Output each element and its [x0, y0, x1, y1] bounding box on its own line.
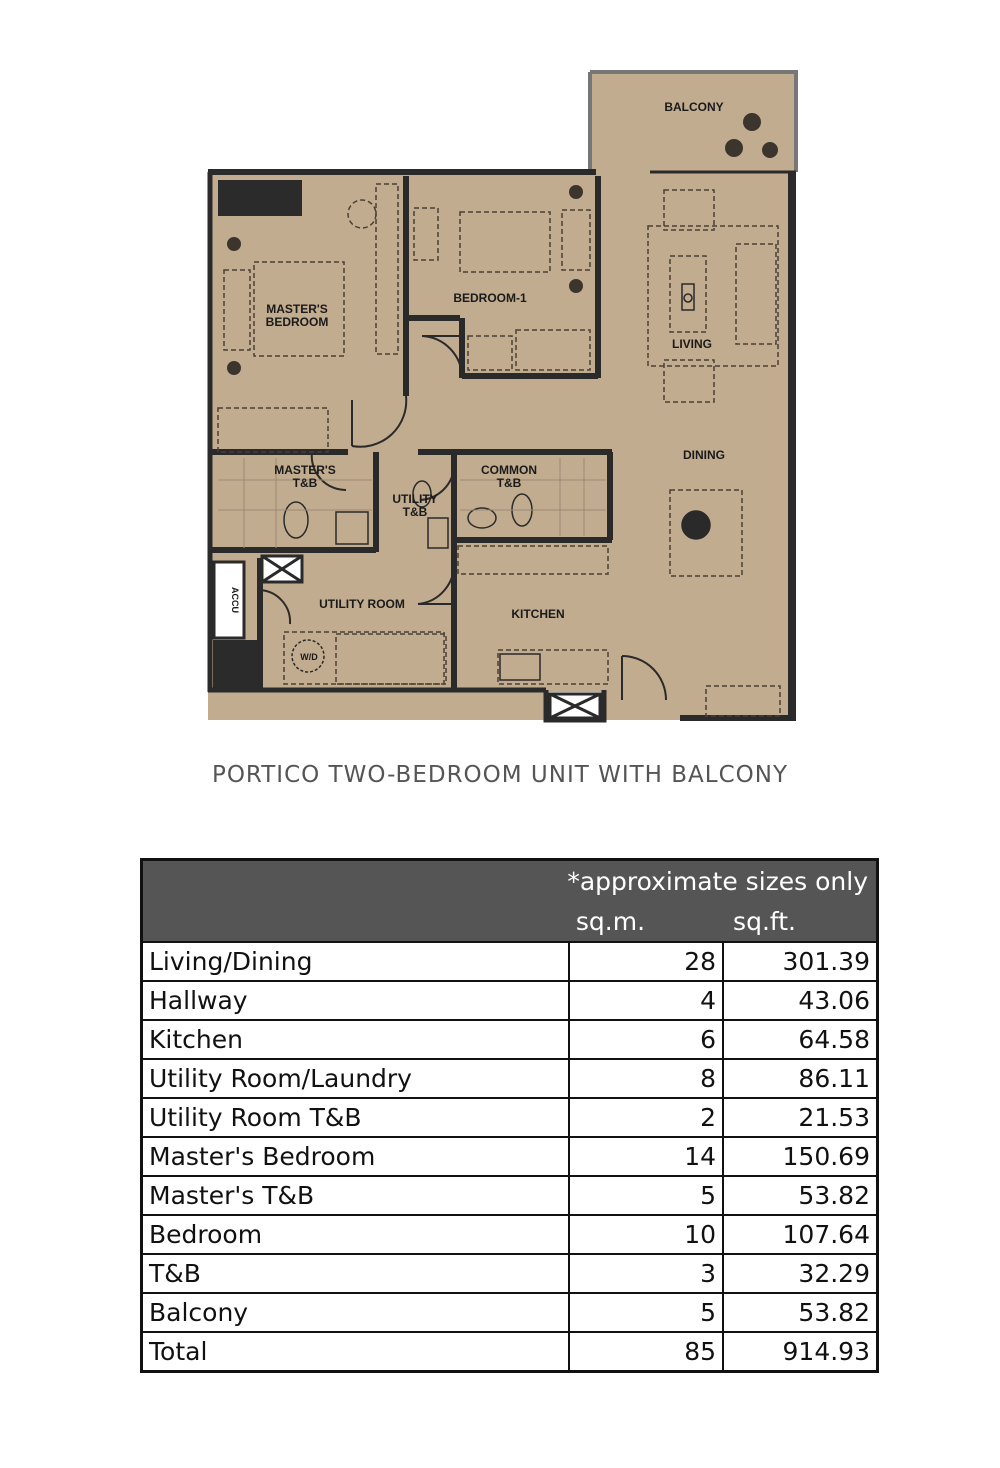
- label-balcony: BALCONY: [664, 100, 724, 114]
- room-name-cell: Kitchen: [142, 1020, 570, 1059]
- room-name-cell: Balcony: [142, 1293, 570, 1332]
- room-name-cell: Living/Dining: [142, 942, 570, 981]
- table-header-note-row: [142, 860, 878, 904]
- header-sqft: sq.ft.: [723, 903, 877, 942]
- plan-caption: PORTICO TWO-BEDROOM UNIT WITH BALCONY: [211, 762, 789, 788]
- label-common-tb-line1: COMMON: [481, 463, 537, 477]
- table-row: [142, 1098, 878, 1137]
- label-utility-room: UTILITY ROOM: [319, 597, 405, 611]
- area-table: [140, 858, 879, 1373]
- label-bedroom-1: BEDROOM-1: [453, 291, 527, 305]
- sqm-cell: 85: [569, 1332, 723, 1372]
- label-kitchen: KITCHEN: [511, 607, 565, 621]
- sqft-cell: 53.82: [723, 1176, 877, 1215]
- sqm-cell: 4: [569, 981, 723, 1020]
- room-name-cell: Total: [142, 1332, 570, 1372]
- table-row: [142, 1137, 878, 1176]
- sqm-cell: 2: [569, 1098, 723, 1137]
- room-name-cell: Utility Room/Laundry: [142, 1059, 570, 1098]
- sqft-cell: 301.39: [723, 942, 877, 981]
- sqm-cell: 6: [569, 1020, 723, 1059]
- table-row: [142, 1215, 878, 1254]
- sqm-cell: 14: [569, 1137, 723, 1176]
- header-name-cell: [142, 903, 570, 942]
- table-row: [142, 1059, 878, 1098]
- label-accu: ACCU: [230, 587, 240, 613]
- room-name-cell: Master's Bedroom: [142, 1137, 570, 1176]
- label-common-tb-line2: T&B: [496, 476, 522, 490]
- sqft-cell: 32.29: [723, 1254, 877, 1293]
- sqft-cell: 150.69: [723, 1137, 877, 1176]
- table-body: [142, 942, 878, 1372]
- sqft-cell: 53.82: [723, 1293, 877, 1332]
- sqft-cell: 64.58: [723, 1020, 877, 1059]
- table-row: [142, 1176, 878, 1215]
- table-row: [142, 981, 878, 1020]
- label-masters-tb-line1: MASTER'S: [274, 463, 336, 477]
- room-name-cell: Hallway: [142, 981, 570, 1020]
- sqft-cell: 107.64: [723, 1215, 877, 1254]
- sqm-cell: 10: [569, 1215, 723, 1254]
- sqm-cell: 5: [569, 1293, 723, 1332]
- table-row: [142, 1020, 878, 1059]
- label-dining: DINING: [683, 448, 725, 462]
- table-row: [142, 942, 878, 981]
- sqft-cell: 914.93: [723, 1332, 877, 1372]
- sqm-cell: 3: [569, 1254, 723, 1293]
- label-washer-dryer: W/D: [300, 652, 318, 662]
- header-sqm: sq.m.: [569, 903, 723, 942]
- sqm-cell: 28: [569, 942, 723, 981]
- room-name-cell: T&B: [142, 1254, 570, 1293]
- room-name-cell: Utility Room T&B: [142, 1098, 570, 1137]
- room-name-cell: Bedroom: [142, 1215, 570, 1254]
- label-masters-tb-line2: T&B: [292, 476, 318, 490]
- room-name-cell: Master's T&B: [142, 1176, 570, 1215]
- sqm-cell: 8: [569, 1059, 723, 1098]
- label-utility-tb-line1: UTILITY: [392, 492, 438, 506]
- sqft-cell: 86.11: [723, 1059, 877, 1098]
- sqft-cell: 43.06: [723, 981, 877, 1020]
- label-masters-bedroom-line2: BEDROOM: [265, 315, 329, 329]
- sqm-cell: 5: [569, 1176, 723, 1215]
- label-utility-tb-line2: T&B: [402, 505, 428, 519]
- table-row: [142, 1293, 878, 1332]
- sqft-cell: 21.53: [723, 1098, 877, 1137]
- table-row: [142, 1254, 878, 1293]
- label-living: LIVING: [671, 337, 713, 351]
- label-masters-bedroom-line1: MASTER'S: [266, 302, 328, 316]
- table-header-units-row: [142, 903, 878, 942]
- table-row: [142, 1332, 878, 1372]
- approximate-note: *approximate sizes only: [142, 860, 878, 904]
